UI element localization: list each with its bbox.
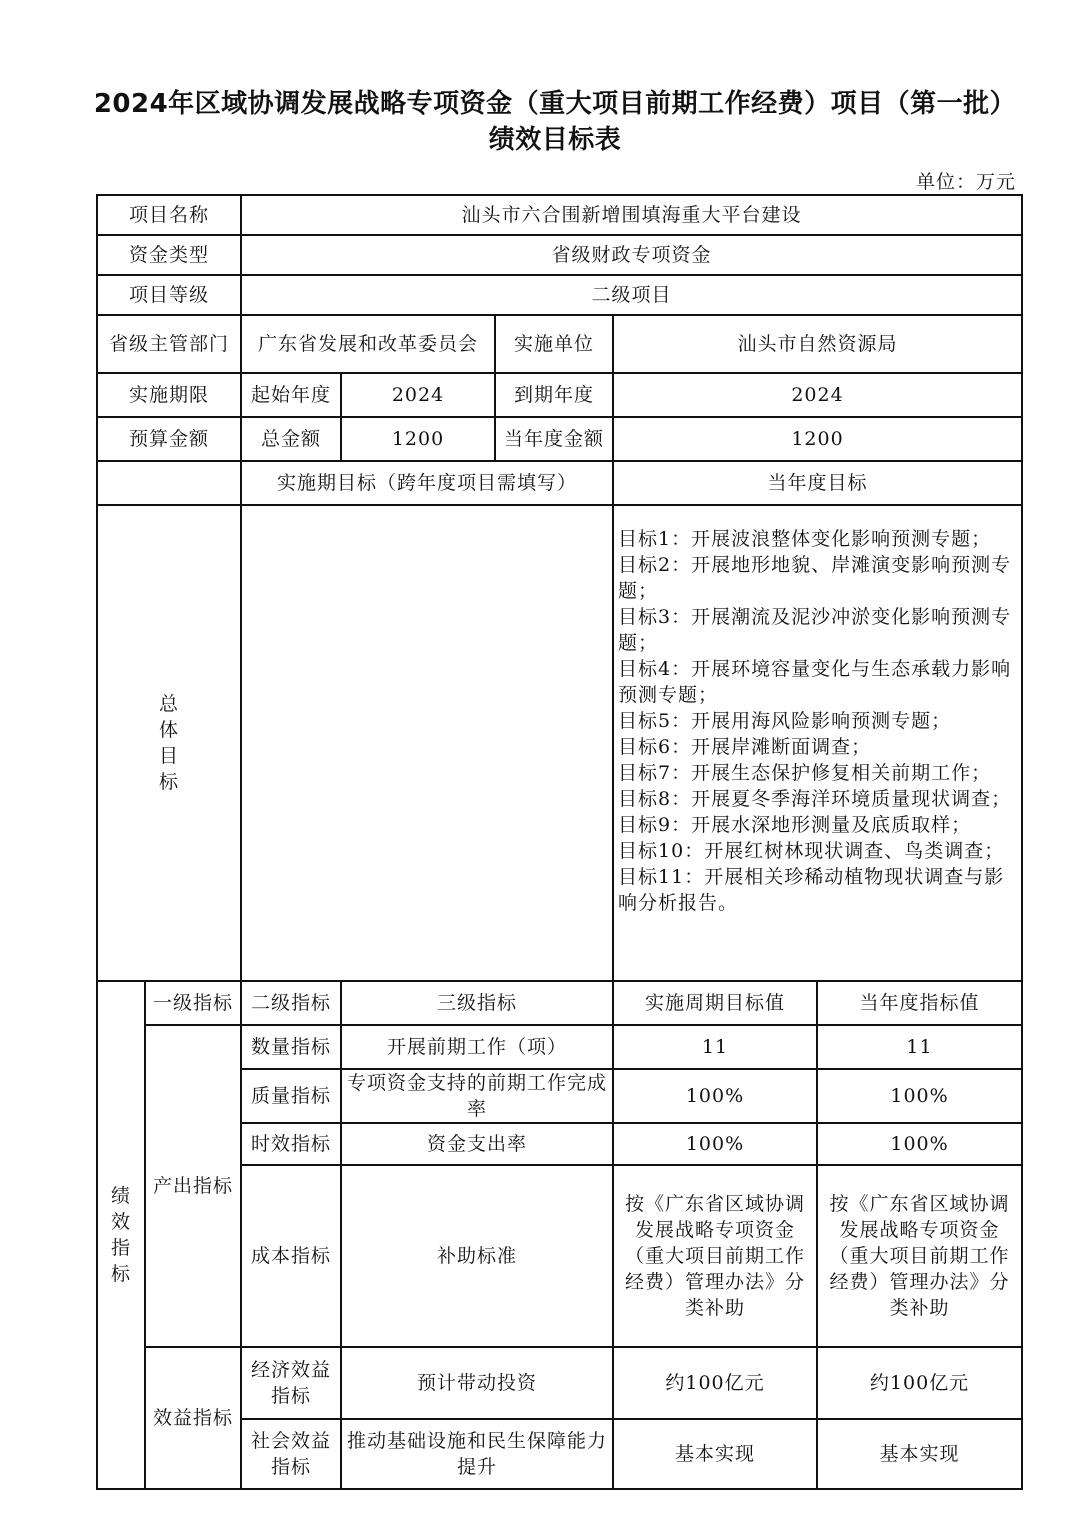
- benefit-indicator-label: 效益指标: [145, 1347, 241, 1489]
- level-label: 项目等级: [97, 275, 241, 315]
- year-target-cell: 11: [817, 1025, 1022, 1069]
- level2-cell: 数量指标: [241, 1025, 341, 1069]
- goal-item: 目标7：开展生态保护修复相关前期工作；: [618, 762, 992, 784]
- end-year-value: 2024: [613, 373, 1022, 417]
- row-department: [97, 315, 1022, 373]
- row-goal-headers: [97, 461, 1022, 505]
- current-value: 1200: [613, 417, 1022, 461]
- level3-cell: 补助标准: [341, 1165, 613, 1347]
- row-indicator-headers: [97, 981, 1022, 1025]
- header-period-target: 实施周期目标值: [613, 981, 817, 1025]
- period-target-cell: 约100亿元: [613, 1347, 817, 1419]
- row-project-level: [97, 275, 1022, 315]
- row-budget: [97, 417, 1022, 461]
- header-level3: 三级指标: [341, 981, 613, 1025]
- impl-unit-value: 汕头市自然资源局: [613, 315, 1022, 373]
- period-target-cell: 100%: [613, 1069, 817, 1123]
- period-target-cell: 11: [613, 1025, 817, 1069]
- goal-item: 目标9：开展水深地形测量及底质取样；: [618, 814, 972, 836]
- period-target-cell: 基本实现: [613, 1419, 817, 1489]
- period-target-cell: 100%: [613, 1123, 817, 1165]
- impl-unit-label: 实施单位: [495, 315, 613, 373]
- output-indicator-label: 产出指标: [145, 1025, 241, 1347]
- current-label: 当年度金额: [495, 417, 613, 461]
- level2-cell: 社会效益指标: [241, 1419, 341, 1489]
- table-row: [97, 1025, 1022, 1069]
- goal-item: 目标8：开展夏冬季海洋环境质量现状调查；: [618, 788, 1012, 810]
- level3-cell: 开展前期工作（项）: [341, 1025, 613, 1069]
- table-row: [97, 1347, 1022, 1419]
- level2-cell: 时效指标: [241, 1123, 341, 1165]
- overall-goal-label: 总体目标: [97, 505, 241, 981]
- header-level1: 一级指标: [145, 981, 241, 1025]
- start-year-value: 2024: [341, 373, 495, 417]
- goal-item: 目标2：开展地形地貌、岸滩演变影响预测专题；: [618, 554, 1012, 602]
- total-label: 总金额: [241, 417, 341, 461]
- period-target-cell: 按《广东省区域协调发展战略专项资金（重大项目前期工作经费）管理办法》分类补助: [613, 1165, 817, 1347]
- header-year-target: 当年度指标值: [817, 981, 1022, 1025]
- year-target-cell: 约100亿元: [817, 1347, 1022, 1419]
- project-name-label: 项目名称: [97, 195, 241, 235]
- row-overall-goals: [97, 505, 1022, 981]
- row-fund-type: [97, 235, 1022, 275]
- level3-cell: 资金支出率: [341, 1123, 613, 1165]
- budget-label: 预算金额: [97, 417, 241, 461]
- year-target-cell: 按《广东省区域协调发展战略专项资金（重大项目前期工作经费）管理办法》分类补助: [817, 1165, 1022, 1347]
- level3-cell: 预计带动投资: [341, 1347, 613, 1419]
- level3-cell: 专项资金支持的前期工作完成率: [341, 1069, 613, 1123]
- row-period: [97, 373, 1022, 417]
- level2-cell: 成本指标: [241, 1165, 341, 1347]
- year-goal-list: [613, 505, 1022, 981]
- goal-item: 目标5：开展用海风险影响预测专题；: [618, 710, 952, 732]
- level2-cell: 质量指标: [241, 1069, 341, 1123]
- goal-item: 目标3：开展潮流及泥沙冲淤变化影响预测专题；: [618, 606, 1012, 654]
- period-goal-header: 实施期目标（跨年度项目需填写）: [241, 461, 613, 505]
- performance-indicator-label: 绩效指标: [97, 981, 145, 1489]
- goal-item: 目标6：开展岸滩断面调查；: [618, 736, 872, 758]
- performance-table: [96, 194, 1023, 1490]
- level3-cell: 推动基础设施和民生保障能力提升: [341, 1419, 613, 1489]
- project-name-value: 汕头市六合围新增围填海重大平台建设: [241, 195, 1022, 235]
- dept-value: 广东省发展和改革委员会: [241, 315, 495, 373]
- total-value: 1200: [341, 417, 495, 461]
- year-target-cell: 100%: [817, 1123, 1022, 1165]
- goal-item: 目标11：开展相关珍稀动植物现状调查与影响分析报告。: [618, 866, 1005, 914]
- goal-item: 目标1：开展波浪整体变化影响预测专题；: [618, 528, 992, 550]
- end-year-label: 到期年度: [495, 373, 613, 417]
- start-year-label: 起始年度: [241, 373, 341, 417]
- period-goal-text: [241, 505, 613, 981]
- row-project-name: [97, 195, 1022, 235]
- year-target-cell: 100%: [817, 1069, 1022, 1123]
- goal-item: 目标10：开展红树林现状调查、鸟类调查；: [618, 840, 1005, 862]
- level2-cell: 经济效益指标: [241, 1347, 341, 1419]
- page-title: 2024年区域协调发展战略专项资金（重大项目前期工作经费）项目（第一批）绩效目标表: [93, 89, 1017, 155]
- dept-label: 省级主管部门: [97, 315, 241, 373]
- unit-label: 单位：万元: [915, 171, 1016, 193]
- year-target-cell: 基本实现: [817, 1419, 1022, 1489]
- header-level2: 二级指标: [241, 981, 341, 1025]
- fund-type-label: 资金类型: [97, 235, 241, 275]
- level-value: 二级项目: [241, 275, 1022, 315]
- period-label: 实施期限: [97, 373, 241, 417]
- goal-header-blank: [97, 461, 241, 505]
- fund-type-value: 省级财政专项资金: [241, 235, 1022, 275]
- year-goal-header: 当年度目标: [613, 461, 1022, 505]
- goal-item: 目标4：开展环境容量变化与生态承载力影响预测专题；: [618, 658, 1012, 706]
